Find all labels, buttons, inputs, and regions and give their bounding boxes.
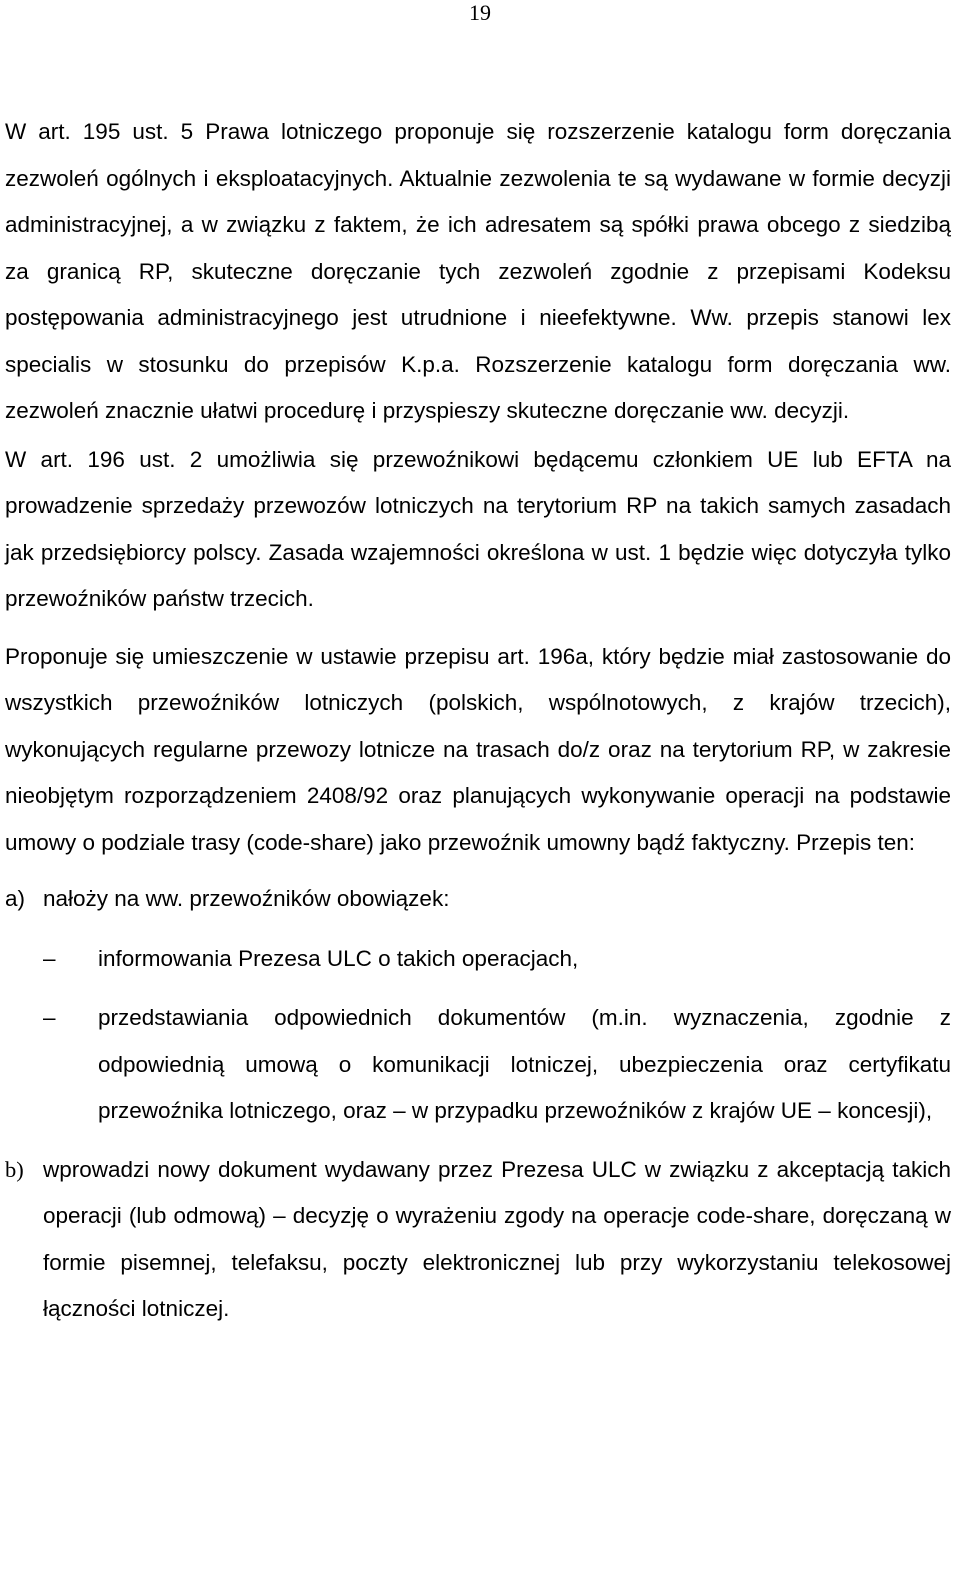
dash-item-informing bbox=[5, 936, 951, 983]
paragraph-art-196: W art. 196 ust. 2 umożliwia się przewoźnikowi będącemu członkiem UE lub EFTA na prowadzenie sprzedaży przewozów lotniczych na terytorium RP na takich samych zasadach jak przedsiębiorcy polscy. Zasada wzajemności określona w ust. 1 będzie więc dotyczyła tylko przewoźników państw trzecich. bbox=[5, 446, 951, 611]
list-marker-a: a) bbox=[5, 886, 26, 911]
dash-item-text: przedstawiania odpowiednich dokumentów (m.in. wyznaczenia, zgodnie z odpowiednią umową o komunikacji lotniczej, ubezpieczenia oraz certyfikatu przewoźnika lotniczego, oraz – w przypadku przewoźników z krajów UE – koncesji), bbox=[98, 1005, 951, 1123]
dash-item-documents bbox=[5, 995, 951, 1135]
dash-item-text: informowania Prezesa ULC o takich operacjach, bbox=[98, 945, 579, 971]
list-item-b bbox=[5, 1147, 951, 1333]
page-number: 19 bbox=[469, 0, 491, 25]
list-item-b-text: wprowadzi nowy dokument wydawany przez Prezesa ULC w związku z akceptacją takich operacji (lub odmową) – decyzję o wyrażeniu zgody na operacje code-share, doręczaną w formie pisemnej, telefaksu, poczty elektronicznej lub przy wykorzystaniu telekosowej łączności lotniczej. bbox=[43, 1156, 951, 1321]
paragraph-art-196a: Proponuje się umieszczenie w ustawie przepisu art. 196a, który będzie miał zastosowanie do wszystkich przewoźników lotniczych (polskich, wspólnotowych, z krajów trzecich), wykonujących regularne przewozy lotnicze na trasach do/z oraz na terytorium RP, w zakresie nieobjętym rozporządzeniem 2408/92 oraz planujących wykonywanie operacji na podstawie umowy o podziale trasy (code-share) jako przewoźnik umowny bądź faktyczny. Przepis ten: bbox=[5, 643, 951, 855]
dash-marker: – bbox=[43, 1005, 56, 1030]
document-body bbox=[5, 109, 951, 1333]
dash-marker: – bbox=[43, 945, 56, 971]
list-marker-b: b) bbox=[5, 1156, 24, 1182]
paragraph-art-195: W art. 195 ust. 5 Prawa lotniczego proponuje się rozszerzenie katalogu form doręczania zezwoleń ogólnych i eksploatacyjnych. Aktualnie zezwolenia te są wydawane w formie decyzji administracyjnej, a w związku z faktem, że ich adresatem są spółki prawa obcego z siedzibą za granicą RP, skuteczne doręczanie tych zezwoleń zgodnie z przepisami Kodeksu postępowania administracyjnego jest utrudnione i nieefektywne. Ww. przepis stanowi lex specialis w stosunku do przepisów K.p.a. Rozszerzenie katalogu form doręczania ww. zezwoleń znacznie ułatwi procedurę i przyspieszy skuteczne doręczanie ww. decyzji. bbox=[5, 119, 951, 423]
list-item-a bbox=[5, 876, 951, 923]
list-item-a-text: nałoży na ww. przewoźników obowiązek: bbox=[43, 886, 450, 911]
